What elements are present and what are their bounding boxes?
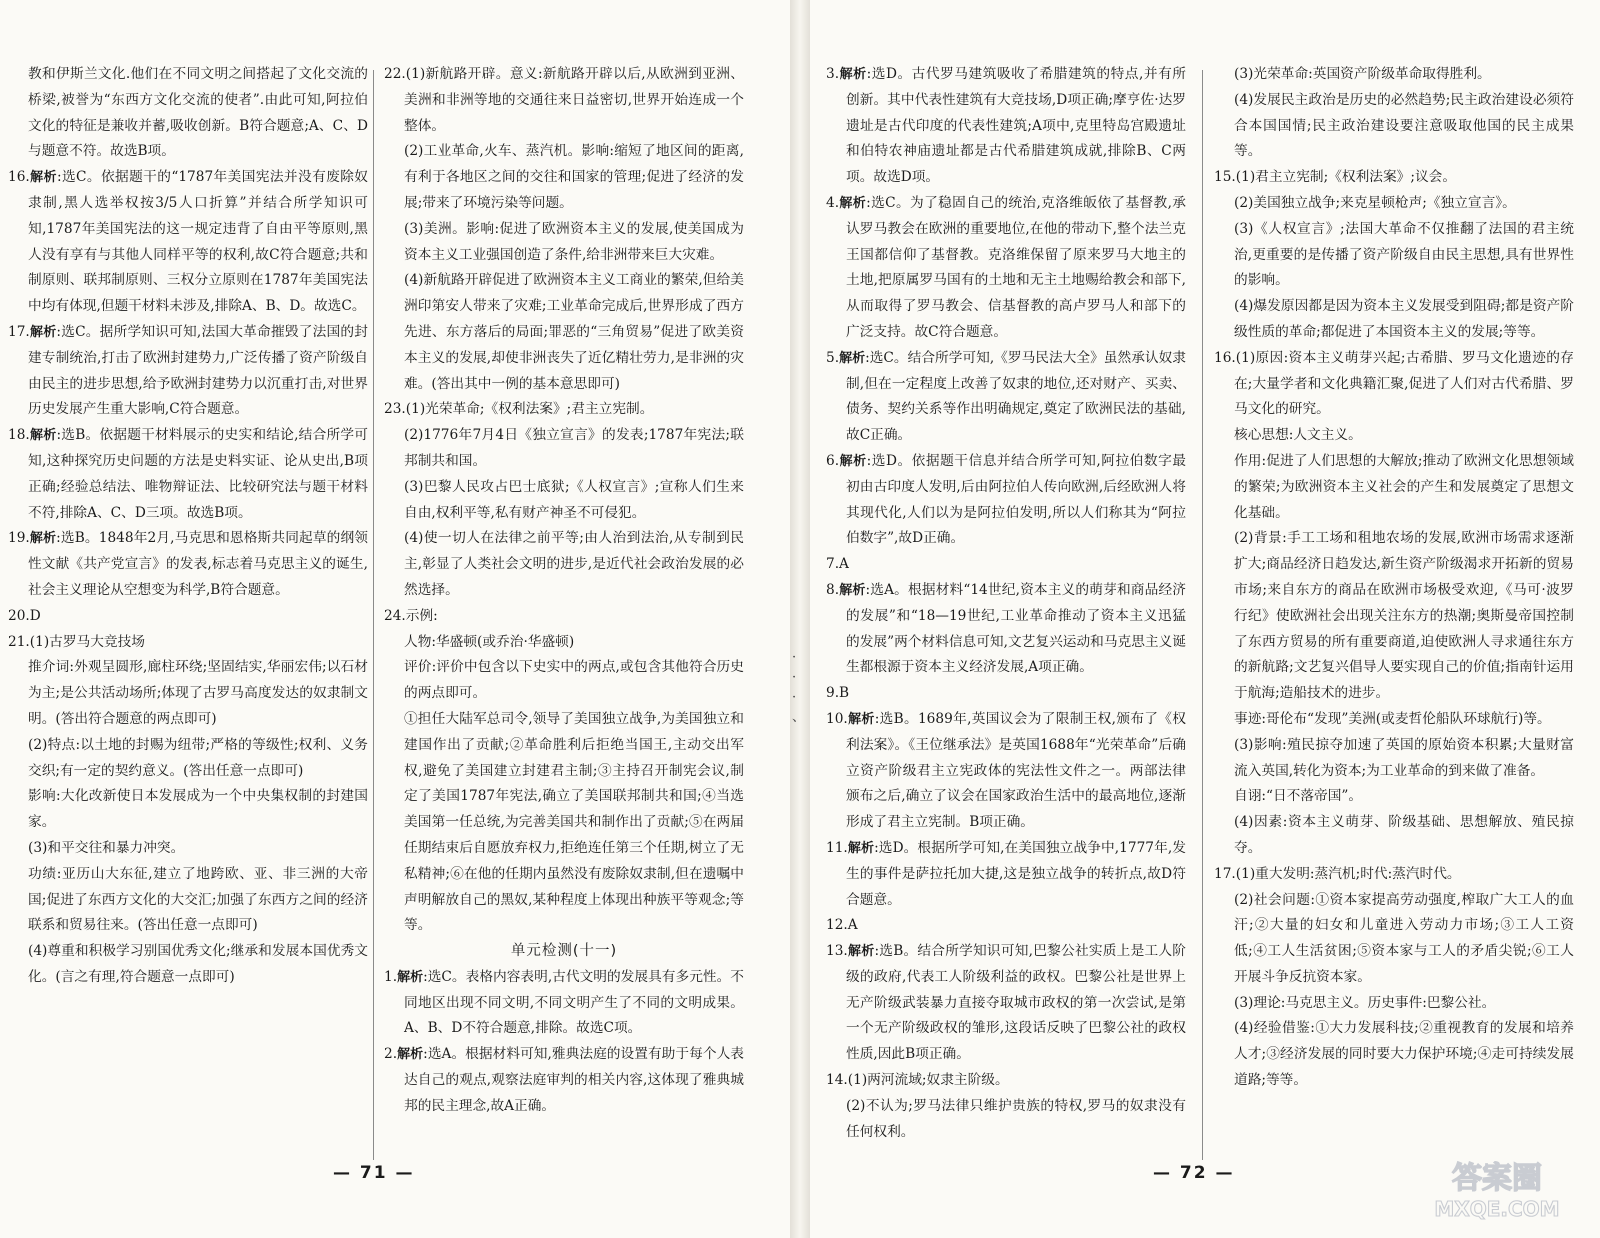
answer-text: 22.(1)新航路开辟。意义:新航路开辟以后,从欧洲到亚洲、美洲和非洲等地的交通往来日益密切,世界开始连成一个整体。 [384, 66, 744, 134]
answer-paragraph [1214, 784, 1574, 810]
answer-text: (2)不认为;罗马法律只维护贵族的特权,罗马的奴隶没有任何权利。 [846, 1097, 1186, 1140]
column-divider [1202, 70, 1203, 1160]
answer-text: 16. [8, 169, 30, 186]
answer-paragraph [384, 397, 744, 423]
right-page [810, 0, 1600, 1238]
answer-paragraph [384, 655, 744, 707]
answer-paragraph [384, 1042, 744, 1119]
answer-text: :选D。根据所学可知,在美国独立战争中,1777年,发生的事件是萨拉托加大捷,这是独立战争的转折点,故D符合题意。 [846, 839, 1186, 908]
answer-text: :选B。结合所学知识可知,巴黎公社实质上是工人阶级的政府,代表工人阶级利益的政权。巴黎公社是世界上无产阶级武装暴力直接夺取城市政权的第一次尝试,是第一个无产阶级政权的雏形,这段话反映了巴黎公社的政权性质,因此B项正确。 [846, 943, 1186, 1063]
jiexi-label: 解析 [839, 582, 866, 598]
answer-paragraph [826, 836, 1186, 913]
left-column-1 [8, 62, 368, 991]
answer-paragraph [1214, 165, 1574, 191]
answer-paragraph [8, 939, 368, 991]
answer-text: :选C。表格内容表明,古代文明的发展具有多元性。不同地区出现不同文明,不同文明产生了不同的文明成果。A、B、D不符合题意,排除。故选C项。 [404, 968, 744, 1037]
answer-text: (3)巴黎人民攻占巴士底狱;《人权宣言》;宣称人们生来自由,权利平等,私有财产神圣不可侵犯。 [404, 478, 744, 521]
answer-paragraph [1214, 991, 1574, 1017]
answer-text: :选B。1848年2月,马克思和恩格斯共同起草的纲领性文献《共产党宣言》的发表,标志着马克思主义的诞生,社会主义理论从空想变为科学,B符合题意。 [28, 530, 368, 598]
answer-text: 8. [826, 581, 840, 598]
answer-text: 2. [384, 1046, 398, 1063]
jiexi-label: 解析 [839, 350, 866, 366]
answer-paragraph [384, 423, 744, 475]
answer-paragraph [1214, 862, 1574, 888]
answer-paragraph [1214, 707, 1574, 733]
answer-text: 5. [826, 349, 840, 366]
answer-text: 14.(1)两河流域;奴隶主阶级。 [826, 1072, 1009, 1089]
answer-paragraph [8, 862, 368, 939]
answer-paragraph [1214, 526, 1574, 707]
answer-text: (3)光荣革命:英国资产阶级革命取得胜利。 [1234, 66, 1491, 82]
jiexi-label: 解析 [847, 944, 875, 960]
answer-text: :选C。依据题干的“1787年美国宪法并没有废除奴隶制,黑人选举权按3/5人口折算”并结合所学知识可知,1787年美国宪法的这一规定违背了自由平等原则,黑人没有享有与其他人同样平等的权利,故C符合题意;共和制原则、联邦制原则、三权分立原则在1787年美国宪法中均有体现,但题干材料未涉及,排除A、B、D。故选C。 [28, 169, 368, 315]
answer-paragraph [1214, 423, 1574, 449]
answer-text: 18. [8, 427, 30, 444]
left-column-2 [384, 62, 744, 1120]
right-column-2 [1214, 62, 1574, 1094]
answer-text: 4. [826, 194, 840, 211]
jiexi-label: 解析 [29, 170, 57, 186]
column-divider [373, 70, 374, 1160]
answer-paragraph [1214, 449, 1574, 526]
answer-text: (4)因素:资本主义萌芽、阶级基础、思想解放、殖民掠夺。 [1234, 814, 1574, 856]
answer-text: 推介词:外观呈圆形,廊柱环绕;坚固结实,华丽宏伟;以石材为主;是公共活动场所;体现了古罗马高度发达的奴隶制文明。(答出符合题意的两点即可) [28, 659, 368, 727]
answer-paragraph [8, 630, 368, 656]
jiexi-label: 解析 [29, 531, 57, 547]
answer-text: 3. [826, 66, 840, 82]
answer-paragraph [1214, 810, 1574, 862]
answer-text: (3)美洲。影响:促进了欧洲资本主义的发展,使美国成为资本主义工业强国创造了条件,给非洲带来巨大灾难。 [404, 220, 744, 263]
answer-text: :选B。依据题干材料展示的史实和结论,结合所学可知,这种探究历史问题的方法是史料实证、论从史出,B项正确;经验总结法、唯物辩证法、比较研究法与题干材料不符,排除A、C、D三项。故选B项。 [28, 427, 368, 521]
answer-paragraph [8, 423, 368, 526]
answer-text: 13. [826, 943, 848, 960]
watermark-text: 答案圈 [1452, 1161, 1542, 1196]
answer-text: 教和伊斯兰文化.他们在不同文明之间搭起了文化交流的桥梁,被誉为“东西方文化交流的使者”.由此可知,阿拉伯文化的特征是兼收并蓄,吸收创新。B符合题意;A、C、D与题意不符。故选B项。 [28, 66, 368, 160]
jiexi-label: 解析 [847, 840, 875, 856]
answer-text: (2)工业革命,火车、蒸汽机。影响:缩短了地区间的距离,有利于各地区之间的交往和国家的管理;促进了经济的发展;带来了环境污染等问题。 [404, 143, 744, 211]
answer-paragraph [8, 320, 368, 423]
answer-paragraph [384, 965, 744, 1042]
answer-text: 事迹:哥伦布“发现”美洲(或麦哲伦船队环球航行)等。 [1234, 710, 1551, 727]
answer-text: :选D。古代罗马建筑吸收了希腊建筑的特点,并有所创新。其中代表性建筑有大竞技场,D项正确;摩亨佐·达罗遗址是古代印度的代表性建筑;A项中,克里特岛宫殿遗址和伯特农神庙遗址都是古代希腊建筑成就,排除B、C两项。故选D项。 [846, 66, 1186, 186]
answer-paragraph [1214, 88, 1574, 165]
answer-text: 19. [8, 530, 30, 547]
answer-text: (2)1776年7月4日《独立宣言》的发表;1787年宪法;联邦制共和国。 [404, 427, 744, 469]
jiexi-label: 解析 [839, 453, 867, 469]
answer-paragraph [384, 139, 744, 216]
page-number-right: — 72 — [1153, 1163, 1235, 1183]
answer-text: (2)社会问题:①资本家提高劳动强度,榨取广大工人的血汗;②大量的妇女和儿童进入劳动力市场;③工人工资低;④工人生活贫困;⑤资本家与工人的矛盾尖锐;⑥工人开展斗争反抗资本家。 [1234, 891, 1574, 985]
answer-text: 17.(1)重大发明:蒸汽机;时代:蒸汽时代。 [1214, 865, 1461, 882]
answer-paragraph [826, 1094, 1186, 1146]
answer-paragraph [826, 681, 1186, 707]
answer-paragraph [826, 707, 1186, 836]
answer-text: 11. [826, 839, 848, 856]
answer-paragraph [8, 655, 368, 732]
answer-text: (3)理论:马克思主义。历史事件:巴黎公社。 [1234, 994, 1496, 1011]
answer-paragraph [1214, 191, 1574, 217]
answer-text: 影响:大化改新使日本发展成为一个中央集权制的封建国家。 [28, 788, 368, 831]
jiexi-label: 解析 [397, 969, 424, 985]
answer-text: (4)尊重和积极学习别国优秀文化;继承和发展本国优秀文化。(言之有理,符合题意一点即可) [28, 943, 368, 985]
answer-paragraph [1214, 217, 1574, 294]
answer-paragraph [8, 62, 368, 165]
answer-paragraph [8, 733, 368, 785]
answer-text: 功绩:亚历山大东征,建立了地跨欧、亚、非三洲的大帝国;促进了东西方文化的大交汇;加强了东西方之间的经济联系和贸易往来。(答出任意一点即可) [28, 865, 368, 934]
answer-paragraph [826, 552, 1186, 578]
section-heading [384, 939, 744, 965]
answer-text: 20.D [8, 607, 41, 624]
answer-text: 核心思想:人文主义。 [1234, 427, 1362, 444]
answer-paragraph [384, 707, 744, 939]
answer-text: 12.A [826, 917, 858, 934]
answer-text: 15.(1)君主立宪制;《权利法案》;议会。 [1214, 169, 1457, 186]
jiexi-label: 解析 [29, 428, 57, 444]
answer-text: 人物:华盛顿(或乔治·华盛顿) [404, 633, 575, 650]
answer-paragraph [826, 1068, 1186, 1094]
answer-text: 10. [826, 710, 848, 727]
watermark-logo [1412, 1154, 1582, 1224]
answer-text: 自诩:“日不落帝国”。 [1234, 788, 1363, 805]
answer-text: (4)经验借鉴:①大力发展科技;②重视教育的发展和培养人才;③经济发展的同时要大力保护环境;④走可持续发展道路;等等。 [1234, 1020, 1574, 1089]
jiexi-label: 解析 [397, 1047, 424, 1063]
answer-text: (3)影响:殖民掠夺加速了英国的原始资本积累;大量财富流入英国,转化为资本;为工业革命的到来做了准备。 [1234, 736, 1574, 779]
answer-paragraph [384, 630, 744, 656]
answer-paragraph [384, 217, 744, 269]
answer-text: (4)使一切人在法律之前平等;由人治到法治,从专制到民主,彰显了人类社会文明的进步,是近代社会政治发展的必然选择。 [404, 530, 744, 598]
answer-paragraph [826, 578, 1186, 681]
answer-text: (4)爆发原因都是因为资本主义发展受到阻碍;都是资产阶级性质的革命;都促进了本国资本主义的发展;等等。 [1234, 298, 1574, 340]
answer-paragraph [384, 526, 744, 603]
answer-paragraph [826, 913, 1186, 939]
answer-paragraph [826, 939, 1186, 1068]
answer-paragraph [8, 165, 368, 320]
answer-text: :选C。为了稳固自己的统治,克洛维皈依了基督教,承认罗马教会在欧洲的重要地位,在他的带动下,整个法兰克王国都信仰了基督教。克洛维保留了原来罗马大地主的土地,把原属罗马国有的土地和无主土地赐给教会和部下,从而取得了罗马教会、信基督教的高卢罗马人和部下的广泛支持。故C符合题意。 [846, 194, 1186, 340]
jiexi-label: 解析 [29, 324, 57, 340]
answer-paragraph [1214, 346, 1574, 423]
answer-text: :选D。依据题干信息并结合所学可知,阿拉伯数字最初由古印度人发明,后由阿拉伯人传向欧洲,后经欧洲人将其现代化,人们以为是阿拉伯发明,所以人们称其为“阿拉伯数字”,故D正确。 [846, 452, 1186, 547]
answer-text: :选A。根据材料“14世纪,资本主义的萌芽和商品经济的发展”和“18—19世纪,工业革命推动了资本主义迅猛的发展”两个材料信息可知,文艺复兴运动和马克思主义诞生都根源于资本主义经济发展,A项正确。 [846, 581, 1186, 676]
page-number-left: — 71 — [333, 1163, 415, 1183]
answer-paragraph [384, 268, 744, 397]
answer-paragraph [1214, 1016, 1574, 1093]
book-gutter [790, 0, 810, 1238]
answer-paragraph [826, 346, 1186, 449]
answer-paragraph [826, 449, 1186, 552]
jiexi-label: 解析 [839, 195, 867, 211]
answer-paragraph [826, 62, 1186, 191]
answer-paragraph [1214, 62, 1574, 88]
answer-text: 17. [8, 323, 30, 340]
answer-text: (3)和平交往和暴力冲突。 [28, 839, 185, 856]
answer-paragraph [826, 191, 1186, 346]
answer-text: 评价:评价中包含以下史实中的两点,或包含其他符合历史的两点即可。 [404, 659, 744, 702]
answer-paragraph [8, 604, 368, 630]
answer-text: 16.(1)原因:资本主义萌芽兴起;古希腊、罗马文化遗迹的存在;大量学者和文化典籍汇聚,促进了人们对古代希腊、罗马文化的研究。 [1214, 349, 1574, 418]
answer-paragraph [384, 62, 744, 139]
answer-paragraph [1214, 888, 1574, 991]
answer-text: (2)美国独立战争;来克星顿枪声;《独立宣言》。 [1234, 194, 1516, 211]
gutter-marks: · · · 、 [792, 650, 806, 725]
answer-text: (3)《人权宣言》;法国大革命不仅推翻了法国的君主统治,更重要的是传播了资产阶级自由民主思想,具有世界性的影响。 [1234, 220, 1574, 289]
answer-text: 21.(1)古罗马大竞技场 [8, 633, 145, 650]
answer-text: 作用:促进了人们思想的大解放;推动了欧洲文化思想领域的繁荣;为欧洲资本主义社会的产生和发展奠定了思想文化基础。 [1234, 452, 1574, 521]
answer-text: 单元检测(十一) [510, 943, 618, 960]
right-column-1 [826, 62, 1186, 1145]
answer-text: (4)新航路开辟促进了欧洲资本主义工商业的繁荣,但给美洲印第安人带来了灾难;工业革命完成后,世界形成了西方先进、东方落后的局面;罪恶的“三角贸易”促进了欧美资本主义的发展,却使非洲丧失了近亿精壮劳力,是非洲的灾难。(答出其中一例的基本意思即可) [404, 272, 744, 392]
answer-text: (2)特点:以土地的封赐为纽带;严格的等级性;权利、义务交织;有一定的契约意义。(答出任意一点即可) [28, 736, 368, 779]
watermark-url: MXQE.COM [1434, 1197, 1560, 1221]
answer-text: :选C。结合所学可知,《罗马民法大全》虽然承认奴隶制,但在一定程度上改善了奴隶的地位,还对财产、买卖、债务、契约关系等作出明确规定,奠定了欧洲民法的基础,故C正确。 [846, 349, 1186, 444]
answer-paragraph [8, 526, 368, 603]
answer-paragraph [1214, 733, 1574, 785]
answer-text: :选B。1689年,英国议会为了限制王权,颁布了《权利法案》。《王位继承法》是英国1688年“光荣革命”后确立资产阶级君主立宪政体的宪法性文件之一。两部法律颁布之后,确立了议会在国家政治生活中的最高地位,逐渐形成了君主立宪制。B项正确。 [846, 710, 1186, 831]
jiexi-label: 解析 [839, 67, 867, 82]
left-page [0, 0, 790, 1238]
answer-text: 23.(1)光荣革命;《权利法案》;君主立宪制。 [384, 401, 654, 418]
answer-text: ①担任大陆军总司令,领导了美国独立战争,为美国独立和建国作出了贡献;②革命胜利后拒绝当国王,主动交出军权,避免了美国建立封建君主制;③主持召开制宪会议,制定了美国1787年宪法,确立了美国联邦制共和国;④当选美国第一任总统,为完善美国共和制作出了贡献;⑤在两届任期结束后自愿放弃权力,拒绝连任第三个任期,树立了无私精神;⑥在他的任期内虽然没有废除奴隶制,但在遗嘱中声明解放自己的黑奴,某种程度上体现出种族平等观念;等等。 [404, 710, 744, 934]
answer-text: 7.A [826, 556, 849, 573]
answer-text: 24.示例: [384, 607, 438, 624]
answer-text: 1. [384, 968, 398, 985]
answer-text: (4)发展民主政治是历史的必然趋势;民主政治建设必须符合本国国情;民主政治建设要注意吸取他国的民主成果等。 [1234, 91, 1574, 160]
answer-text: :选A。根据材料可知,雅典法庭的设置有助于每个人表达自己的观点,观察法庭审判的相关内容,这体现了雅典城邦的民主理念,故A正确。 [404, 1046, 744, 1114]
jiexi-label: 解析 [847, 711, 875, 727]
answer-paragraph [8, 784, 368, 836]
answer-paragraph [384, 475, 744, 527]
answer-text: 6. [826, 452, 840, 469]
answer-paragraph [1214, 294, 1574, 346]
answer-text: :选C。据所学知识可知,法国大革命摧毁了法国的封建专制统治,打击了欧洲封建势力,广泛传播了资产阶级自由民主的进步思想,给予欧洲封建势力以沉重打击,对世界历史发展产生重大影响,C符合题意。 [28, 323, 368, 418]
answer-paragraph [384, 604, 744, 630]
answer-paragraph [8, 836, 368, 862]
answer-text: 9.B [826, 685, 850, 702]
answer-text: (2)背景:手工工场和租地农场的发展,欧洲市场需求逐渐扩大;商品经济日趋发达,新生资产阶级渴求开拓新的贸易市场;来自东方的商品在欧洲市场极受欢迎,《马可·波罗行纪》使欧洲社会出现关注东方的热潮;奥斯曼帝国控制了东西方贸易的所有重要商道,迫使欧洲人寻求通往东方的新航路;文艺复兴倡导人要实现自己的价值;指南针运用于航海;造船技术的进步。 [1234, 530, 1574, 702]
